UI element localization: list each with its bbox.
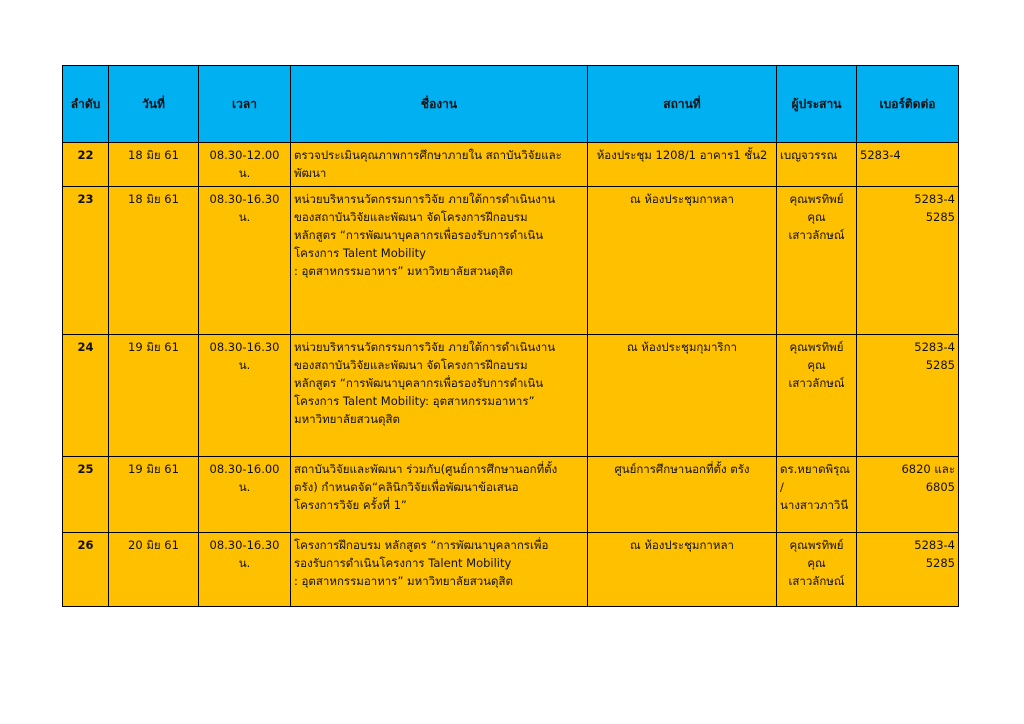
table-row [63,457,959,533]
row-place: ห้องประชุม 1208/1 อาคาร1 ชั้น2 [588,143,777,187]
row-no: 26 [63,533,109,607]
row-event: สถาบันวิจัยและพัฒนา ร่วมกับ(ศูนย์การศึกษานอกที่ตั้ง ตรัง) กำหนดจัด“คลินิกวิจัยเพื่อพัฒนาข้อเสนอ โครงการวิจัย ครั้งที่ 1” [291,457,588,533]
header-date: วันที่ [109,66,199,143]
table-row [63,187,959,335]
row-phone: 6820 และ 6805 [857,457,959,533]
schedule-table [62,65,959,607]
row-time: 08.30-16.30 น. [199,533,291,607]
row-coordinator: คุณพรทิพย์ คุณเสาวลักษณ์ [777,335,857,457]
row-coordinator: คุณพรทิพย์ คุณเสาวลักษณ์ [777,533,857,607]
row-coordinator: เบญจวรรณ [777,143,857,187]
row-phone: 5283-4 5285 [857,187,959,335]
row-no: 22 [63,143,109,187]
row-time: 08.30-16.30 น. [199,187,291,335]
row-coordinator: คุณพรทิพย์ คุณเสาวลักษณ์ [777,187,857,335]
row-coordinator: ดร.หยาดพิรุณ / นางสาวภาวินี [777,457,857,533]
row-event: หน่วยบริหารนวัตกรรมการวิจัย ภายใต้การดำเนินงาน ของสถาบันวิจัยและพัฒนา จัดโครงการฝึกอบรม หลักสูตร “การพัฒนาบุคลากรเพื่อรองรับการดำเนิน โครงการ Talent Mobility: อุตสาหกรรมอาหาร” มหาวิทยาลัยสวนดุสิต [291,335,588,457]
row-phone: 5283-4 [857,143,959,187]
row-phone: 5283-4 5285 [857,335,959,457]
header-phone: เบอร์ติดต่อ [857,66,959,143]
row-no: 23 [63,187,109,335]
row-place: ณ ห้องประชุมกาหลา [588,187,777,335]
row-event: ตรวจประเมินคุณภาพการศึกษาภายใน สถาบันวิจัยและ พัฒนา [291,143,588,187]
row-date: 18 มิย 61 [109,143,199,187]
header-row [63,66,959,143]
row-place: ณ ห้องประชุมกุมาริกา [588,335,777,457]
row-date: 20 มิย 61 [109,533,199,607]
table-row [63,335,959,457]
row-date: 19 มิย 61 [109,335,199,457]
row-no: 25 [63,457,109,533]
row-place: ศูนย์การศึกษานอกที่ตั้ง ตรัง [588,457,777,533]
row-date: 19 มิย 61 [109,457,199,533]
row-time: 08.30-16.30 น. [199,335,291,457]
header-place: สถานที่ [588,66,777,143]
row-time: 08.30-12.00 น. [199,143,291,187]
row-no: 24 [63,335,109,457]
header-event: ชื่องาน [291,66,588,143]
header-no: ลำดับ [63,66,109,143]
row-time: 08.30-16.00 น. [199,457,291,533]
table-row [63,533,959,607]
table-row [63,143,959,187]
header-coordinator: ผู้ประสาน [777,66,857,143]
row-date: 18 มิย 61 [109,187,199,335]
row-event: โครงการฝึกอบรม หลักสูตร “การพัฒนาบุคลากรเพื่อ รองรับการดำเนินโครงการ Talent Mobility : อุตสาหกรรมอาหาร” มหาวิทยาลัยสวนดุสิต [291,533,588,607]
row-event: หน่วยบริหารนวัตกรรมการวิจัย ภายใต้การดำเนินงาน ของสถาบันวิจัยและพัฒนา จัดโครงการฝึกอบรม หลักสูตร “การพัฒนาบุคลากรเพื่อรองรับการดำเนิน โครงการ Talent Mobility : อุตสาหกรรมอาหาร” มหาวิทยาลัยสวนดุสิต [291,187,588,335]
row-place: ณ ห้องประชุมกาหลา [588,533,777,607]
header-time: เวลา [199,66,291,143]
row-phone: 5283-4 5285 [857,533,959,607]
